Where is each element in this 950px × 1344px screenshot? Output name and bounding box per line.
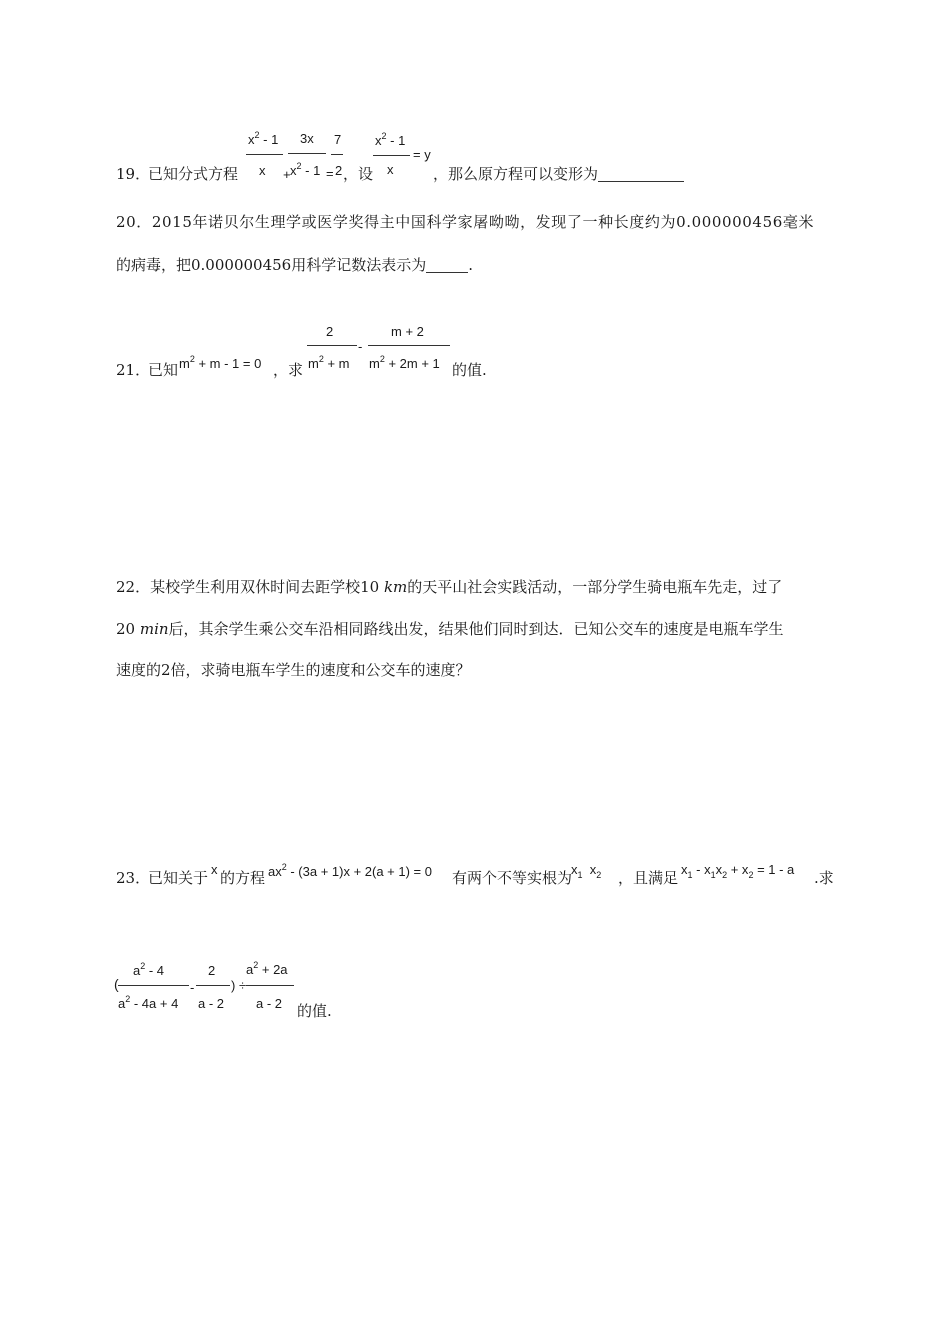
q19-frac1-numerator: $x^2 - 1$ [248, 130, 279, 147]
q23-right-paren-divide: ) ÷ [231, 978, 247, 993]
q23-frac3-bar [246, 985, 294, 986]
q23-frac2-numerator: 2 [208, 963, 216, 978]
q23-text-end: 的值. [297, 1002, 332, 1020]
q21-frac1-bar [307, 345, 357, 346]
q21-frac1-numerator: 2 [326, 324, 334, 339]
q19-frac2-denominator: $x^2 - 1$ [290, 161, 321, 178]
q23-text-mid2: 有两个不等实根为 [452, 869, 573, 887]
q19-plus: + [283, 167, 291, 182]
q19-equals: = [326, 166, 334, 181]
q23-left-paren: ( [114, 976, 119, 992]
q19-frac2-bar [288, 153, 326, 154]
q21-text-post: 的值. [452, 361, 487, 379]
q19-number: 19． [116, 165, 151, 183]
q19-frac3-denominator: 2 [335, 163, 343, 178]
q19-frac2-numerator: 3x [300, 131, 314, 146]
q23-var-x: x [211, 862, 218, 877]
q23-frac3-numerator: $a^2 + 2a$ [246, 960, 288, 977]
q21-condition: $m^2 + m - 1 = 0$ [179, 354, 262, 371]
q20-answer-blank [426, 258, 468, 273]
q20-line-1: 20．2015年诺贝尔生理学或医学奖得主中国科学家屠呦呦，发现了一种长度约为0.000000456毫米 [116, 213, 815, 231]
q23-text-mid1: 的方程 [220, 869, 266, 887]
q23-minus: - [190, 980, 195, 995]
q21-number: 21． [116, 361, 151, 379]
q23-text-mid3: ，且满足 [618, 869, 679, 887]
q23-condition: $x_1 - x_1x_2 + x_2 = 1 - a$ [681, 862, 795, 880]
q20-line-2: 的病毒，把0.000000456用科学记数法表示为 . [116, 256, 473, 274]
q19-frac4-denominator: x [387, 162, 394, 177]
q23-frac2-bar [196, 985, 230, 986]
q19-frac4-bar [373, 155, 410, 156]
q23-frac2-denominator: a - 2 [198, 996, 225, 1011]
q19-frac1-bar [246, 154, 283, 155]
q19-frac4-numerator: $x^2 - 1$ [375, 131, 406, 148]
q23-text-pre: 已知关于 [148, 869, 209, 887]
q21-frac2-denominator: $m^2 + 2m + 1$ [369, 354, 440, 371]
q23-text-post: .求 [814, 869, 834, 887]
q23-number: 23． [116, 869, 151, 887]
q21-frac1-denominator: $m^2 + m$ [308, 354, 350, 371]
q19-text-pre: 已知分式方程 [148, 165, 239, 183]
q23-roots: $x_1$ $x_2$ [571, 862, 602, 880]
q19-equals-y: = y [413, 147, 431, 162]
q21-frac2-bar [368, 345, 450, 346]
q21-text-mid: ，求 [273, 361, 304, 379]
q19-text-mid: ，设 [343, 165, 374, 183]
q19-text-post: ，那么原方程可以变形为 [433, 164, 684, 184]
q19-answer-blank [598, 167, 684, 182]
q23-frac3-denominator: a - 2 [256, 996, 283, 1011]
q22-line-3: 速度的2倍，求骑电瓶车学生的速度和公交车的速度？ [116, 661, 471, 679]
q19-frac3-bar [331, 154, 343, 155]
q23-frac1-numerator: $a^2 - 4$ [133, 961, 165, 978]
q23-frac1-denominator: $a^2 - 4a + 4$ [118, 994, 179, 1011]
q21-text-pre: 已知 [148, 361, 179, 379]
q19-frac3-numerator: 7 [334, 132, 342, 147]
q22-line-1: 22．某校学生利用双休时间去距学校10 km的天平山社会实践活动，一部分学生骑电瓶车先走，过了 [116, 578, 783, 596]
q21-frac2-numerator: m + 2 [391, 324, 424, 339]
q21-minus: - [358, 339, 363, 354]
q19-frac1-denominator: x [259, 163, 266, 178]
q23-frac1-bar [118, 985, 189, 986]
q23-equation: $ax^2 - (3a + 1)x + 2(a + 1) = 0$ [268, 862, 432, 879]
q22-line-2: 20 min后，其余学生乘公交车沿相同路线出发，结果他们同时到达．已知公交车的速度是电瓶车学生 [116, 620, 784, 638]
